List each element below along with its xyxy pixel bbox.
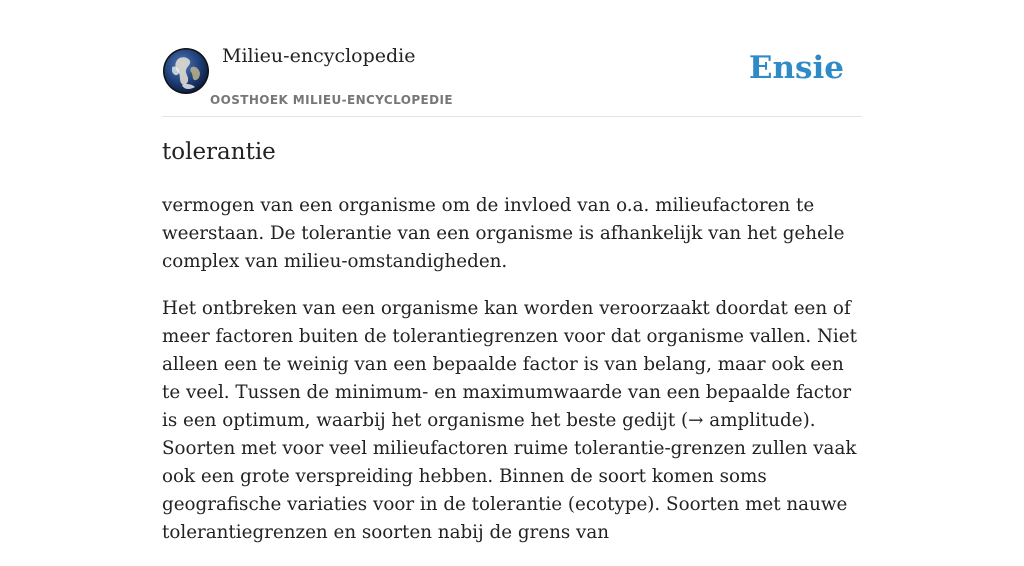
entry-body: [162, 192, 862, 566]
entry-paragraph: vermogen van een organisme om de invloed van o.a. milieufactoren te weerstaan. De tolerantie van een organisme is afhankelijk van het gehele complex van milieu-omstandigheden.: [162, 195, 845, 272]
page: [162, 0, 862, 543]
site-title[interactable]: Milieu-encyclopedie: [222, 45, 416, 67]
earth-globe-icon[interactable]: [162, 47, 210, 95]
site-header: [162, 0, 862, 117]
page-title: tolerantie: [162, 139, 276, 165]
brand-logo[interactable]: Ensie: [748, 50, 844, 86]
entry-paragraph: Het ontbreken van een organisme kan worden veroorzaakt doordat een of meer factoren buiten de tolerantiegrenzen voor dat organisme vallen. Niet alleen een te weinig van een bepaalde factor is van belang, maar ook een te veel. Tussen de minimum- en maximumwaarde van een bepaalde factor is een optimum, waarbij het organisme het beste gedijt (→ amplitude). Soorten met voor veel milieufactoren ruime tolerantie-grenzen zullen vaak ook een grote verspreiding hebben. Binnen de soort komen soms geografische variaties voor in de tolerantie (ecotype). Soorten met nauwe tolerantiegrenzen en soorten nabij de grens van: [162, 298, 857, 543]
site-subtitle[interactable]: OOSTHOEK MILIEU-ENCYCLOPEDIE: [210, 93, 453, 107]
